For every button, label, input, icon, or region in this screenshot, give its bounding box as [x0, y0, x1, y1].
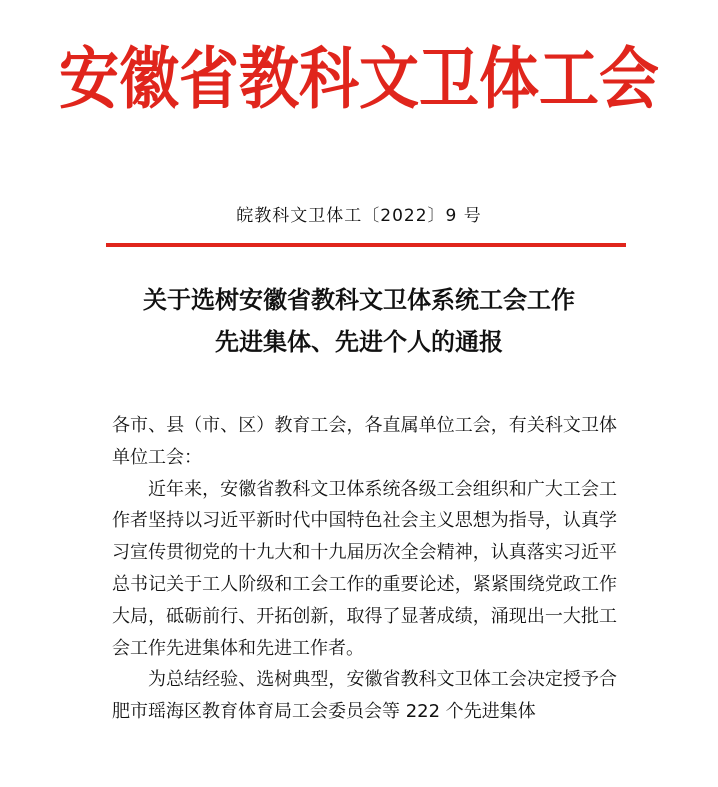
document-body	[112, 410, 617, 728]
masthead-org-name: 安徽省教科文卫体工会	[59, 40, 659, 119]
salutation: 各市、县（市、区）教育工会，各直属单位工会，有关科文卫体单位工会：	[112, 415, 617, 468]
document-title-line-2: 先进集体、先进个人的通报	[215, 327, 503, 356]
document-number: 皖教科文卫体工〔2022〕9 号	[236, 206, 482, 226]
document-title-line-1: 关于选树安徽省教科文卫体系统工会工作	[143, 285, 575, 314]
red-divider-line	[106, 243, 626, 247]
body-paragraph-2: 为总结经验、选树典型，安徽省教科文卫体工会决定授予合肥市瑶海区教育体育局工会委员会等 222 个先进集体	[112, 669, 617, 723]
body-paragraph-1: 近年来，安徽省教科文卫体系统各级工会组织和广大工会工作者坚持以习近平新时代中国特色社会主义思想为指导，认真学习宣传贯彻党的十九大和十九届历次全会精神，认真落实习近平总书记关于工人阶级和工会工作的重要论述，紧紧围绕党政工作大局，砥砺前行、开拓创新，取得了显著成绩，涌现出一大批工会工作先进集体和先进工作者。	[112, 478, 617, 659]
